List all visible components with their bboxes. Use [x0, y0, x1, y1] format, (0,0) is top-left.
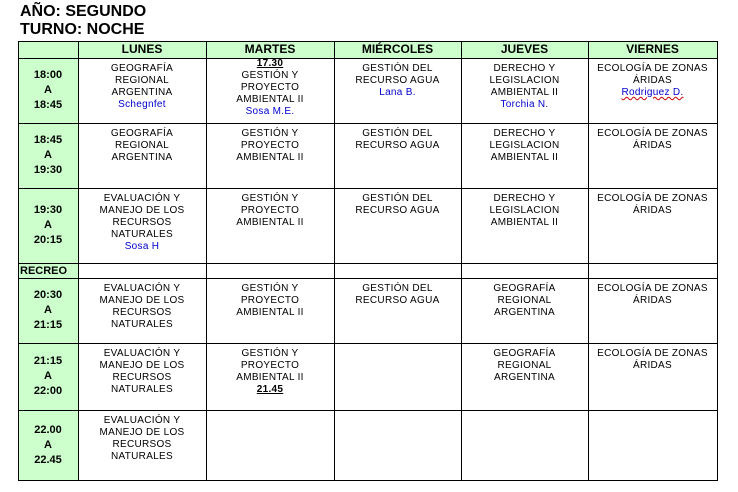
grid-vline	[588, 41, 589, 481]
schedule-cell-martes	[208, 283, 332, 319]
teacher-name: Torchia N.	[500, 99, 549, 110]
recreo-label: RECREO	[20, 265, 68, 277]
schedule-cell-miercoles	[336, 283, 459, 307]
subject-line: PROYECTO	[240, 140, 300, 151]
time-slot-label	[18, 123, 78, 188]
subject-line: AMBIENTAL II	[236, 152, 304, 163]
subject-line: REGIONAL	[114, 140, 170, 151]
schedule-cell-jueves	[463, 63, 586, 111]
grid-hline	[18, 343, 718, 344]
subject-line: MANEJO DE LOS	[99, 295, 185, 306]
year-title: AÑO: SEGUNDO	[20, 3, 147, 20]
subject-line: NATURALES	[111, 229, 173, 240]
subject-line: ÁRIDAS	[632, 75, 673, 86]
subject-line: AMBIENTAL II	[490, 87, 559, 98]
day-header-miercoles: MIÉRCOLES	[361, 42, 434, 56]
subject-line: DERECHO Y	[493, 128, 556, 139]
day-header-viernes: VIERNES	[626, 42, 679, 56]
subject-line: ÁRIDAS	[632, 295, 673, 306]
schedule-cell-jueves	[463, 193, 586, 229]
subject-line: ECOLOGÍA DE ZONAS	[597, 193, 708, 204]
schedule-cell-viernes	[590, 283, 715, 307]
time-slot-part: A	[44, 84, 52, 96]
subject-line: PROYECTO	[240, 295, 300, 306]
subject-line: NATURALES	[111, 319, 173, 330]
subject-line: ECOLOGÍA DE ZONAS	[597, 63, 708, 74]
schedule-cell-viernes	[590, 193, 715, 217]
subject-line: AMBIENTAL II	[490, 152, 559, 163]
subject-line: NATURALES	[111, 384, 173, 395]
subject-line: GESTIÓN Y	[241, 128, 299, 139]
schedule-cell-viernes	[590, 348, 715, 372]
subject-line: NATURALES	[111, 451, 173, 462]
subject-line: LEGISLACION	[489, 140, 560, 151]
subject-line: DERECHO Y	[493, 193, 556, 204]
grid-hline	[18, 480, 718, 481]
subject-line: RECURSO AGUA	[355, 205, 440, 216]
schedule-cell-lunes	[80, 63, 204, 111]
teacher-name: Rodriguez D.	[621, 87, 684, 98]
subject-line: AMBIENTAL II	[236, 372, 304, 383]
subject-line: GESTIÓN Y	[241, 70, 299, 81]
subject-line: MANEJO DE LOS	[99, 427, 185, 438]
time-slot-part: A	[44, 149, 52, 161]
grid-hline	[18, 188, 718, 189]
schedule-cell-lunes	[80, 128, 204, 164]
subject-line: AMBIENTAL II	[236, 217, 304, 228]
subject-line: PROYECTO	[240, 360, 300, 371]
time-slot-part: 18:00	[33, 69, 63, 81]
subject-line: ARGENTINA	[493, 372, 556, 383]
grid-vline	[717, 41, 718, 481]
time-slot-part: 18:45	[33, 99, 63, 111]
subject-line: LEGISLACION	[489, 75, 560, 86]
subject-line: MANEJO DE LOS	[99, 205, 185, 216]
schedule-cell-lunes	[80, 283, 204, 331]
time-slot-label	[18, 343, 78, 410]
subject-line: RECURSOS	[112, 439, 172, 450]
day-header-jueves: JUEVES	[500, 42, 549, 56]
subject-line: AMBIENTAL II	[236, 94, 304, 105]
subject-line: GESTIÓN Y	[241, 348, 299, 359]
subject-line: ÁRIDAS	[632, 205, 673, 216]
subject-line: REGIONAL	[497, 295, 552, 306]
teacher-name: Schegnfet	[118, 99, 166, 110]
time-slot-part: 22.00	[34, 423, 62, 436]
schedule-cell-miercoles	[336, 128, 459, 152]
day-header-martes: MARTES	[244, 42, 296, 56]
time-note: 21.45	[256, 384, 284, 395]
subject-line: ARGENTINA	[111, 152, 173, 163]
time-slot-part: 20:15	[33, 234, 63, 246]
subject-line: RECURSOS	[112, 307, 172, 318]
subject-line: RECURSO AGUA	[355, 295, 440, 306]
grid-vline	[461, 41, 462, 481]
subject-line: RECURSOS	[112, 217, 172, 228]
teacher-name: Sosa H	[124, 241, 160, 252]
schedule-cell-lunes	[80, 348, 204, 396]
subject-line: GESTIÓN DEL	[362, 63, 433, 74]
subject-line: MANEJO DE LOS	[99, 360, 185, 371]
grid-hline	[18, 58, 718, 59]
schedule-cell-jueves	[463, 283, 586, 319]
time-slot-label	[18, 410, 78, 480]
subject-line: RECURSO AGUA	[355, 75, 440, 86]
grid-hline	[18, 278, 718, 279]
shift-title: TURNO: NOCHE	[20, 21, 145, 38]
subject-line: GESTIÓN DEL	[362, 283, 433, 294]
teacher-name: Lana B.	[379, 87, 416, 98]
subject-line: EVALUACIÓN Y	[103, 415, 181, 426]
schedule-cell-lunes	[80, 415, 204, 463]
subject-line: REGIONAL	[114, 75, 170, 86]
time-slot-label	[18, 278, 78, 343]
schedule-cell-viernes	[590, 128, 715, 152]
time-slot-part: 19:30	[33, 204, 63, 216]
schedule-cell-miercoles	[336, 63, 459, 99]
grid-vline	[206, 41, 207, 481]
subject-line: GESTIÓN DEL	[362, 193, 433, 204]
time-slot-part: 19:30	[33, 164, 63, 176]
subject-line: ECOLOGÍA DE ZONAS	[597, 128, 708, 139]
time-slot-part: A	[44, 304, 52, 316]
subject-line: GESTIÓN DEL	[362, 128, 433, 139]
schedule-cell-jueves	[463, 348, 586, 384]
time-slot-part: 22:00	[33, 385, 63, 397]
subject-line: GESTIÓN Y	[241, 283, 299, 294]
grid-hline	[18, 410, 718, 411]
grid-vline	[334, 41, 335, 481]
subject-line: AMBIENTAL II	[236, 307, 304, 318]
subject-line: EVALUACIÓN Y	[103, 283, 181, 294]
schedule-cell-martes	[208, 58, 332, 118]
subject-line: RECURSO AGUA	[355, 140, 440, 151]
day-header-lunes: LUNES	[121, 42, 163, 56]
schedule-cell-miercoles	[336, 193, 459, 217]
subject-line: GESTIÓN Y	[241, 193, 299, 204]
subject-line: GEOGRAFÍA	[493, 348, 556, 359]
subject-line: EVALUACIÓN Y	[103, 348, 181, 359]
time-slot-part: 21:15	[33, 319, 63, 331]
subject-line: ECOLOGÍA DE ZONAS	[597, 283, 708, 294]
time-note: 17.30	[256, 58, 284, 69]
subject-line: ECOLOGÍA DE ZONAS	[597, 348, 708, 359]
schedule-cell-viernes	[590, 63, 715, 99]
subject-line: ÁRIDAS	[632, 360, 673, 371]
schedule-cell-jueves	[463, 128, 586, 164]
time-slot-part: 21:15	[33, 355, 63, 367]
subject-line: DERECHO Y	[493, 63, 556, 74]
schedule-cell-martes	[208, 128, 332, 164]
grid-hline	[18, 263, 718, 264]
teacher-name: Sosa M.E.	[245, 106, 295, 117]
subject-line: ÁRIDAS	[632, 140, 673, 151]
time-slot-part: 22.45	[34, 453, 62, 466]
subject-line: REGIONAL	[497, 360, 552, 371]
schedule-cell-martes	[208, 193, 332, 229]
subject-line: GEOGRAFÍA	[110, 63, 174, 74]
time-slot-part: A	[44, 219, 52, 231]
subject-line: AMBIENTAL II	[490, 217, 559, 228]
subject-line: ARGENTINA	[111, 87, 173, 98]
schedule-cell-lunes	[80, 193, 204, 253]
subject-line: GEOGRAFÍA	[110, 128, 174, 139]
time-slot-part: 20:30	[33, 289, 63, 301]
subject-line: ARGENTINA	[493, 307, 556, 318]
grid-hline	[18, 123, 718, 124]
subject-line: GEOGRAFÍA	[493, 283, 556, 294]
subject-line: EVALUACIÓN Y	[103, 193, 181, 204]
schedule-cell-martes	[208, 348, 332, 396]
subject-line: LEGISLACION	[489, 205, 560, 216]
time-slot-part: A	[44, 370, 52, 382]
subject-line: PROYECTO	[240, 82, 300, 93]
time-slot-part: 18:45	[33, 134, 63, 146]
grid-vline	[78, 41, 79, 481]
time-slot-part: A	[44, 438, 52, 451]
subject-line: RECURSOS	[112, 372, 172, 383]
time-slot-label	[18, 58, 78, 123]
time-slot-label	[18, 188, 78, 263]
subject-line: PROYECTO	[240, 205, 300, 216]
